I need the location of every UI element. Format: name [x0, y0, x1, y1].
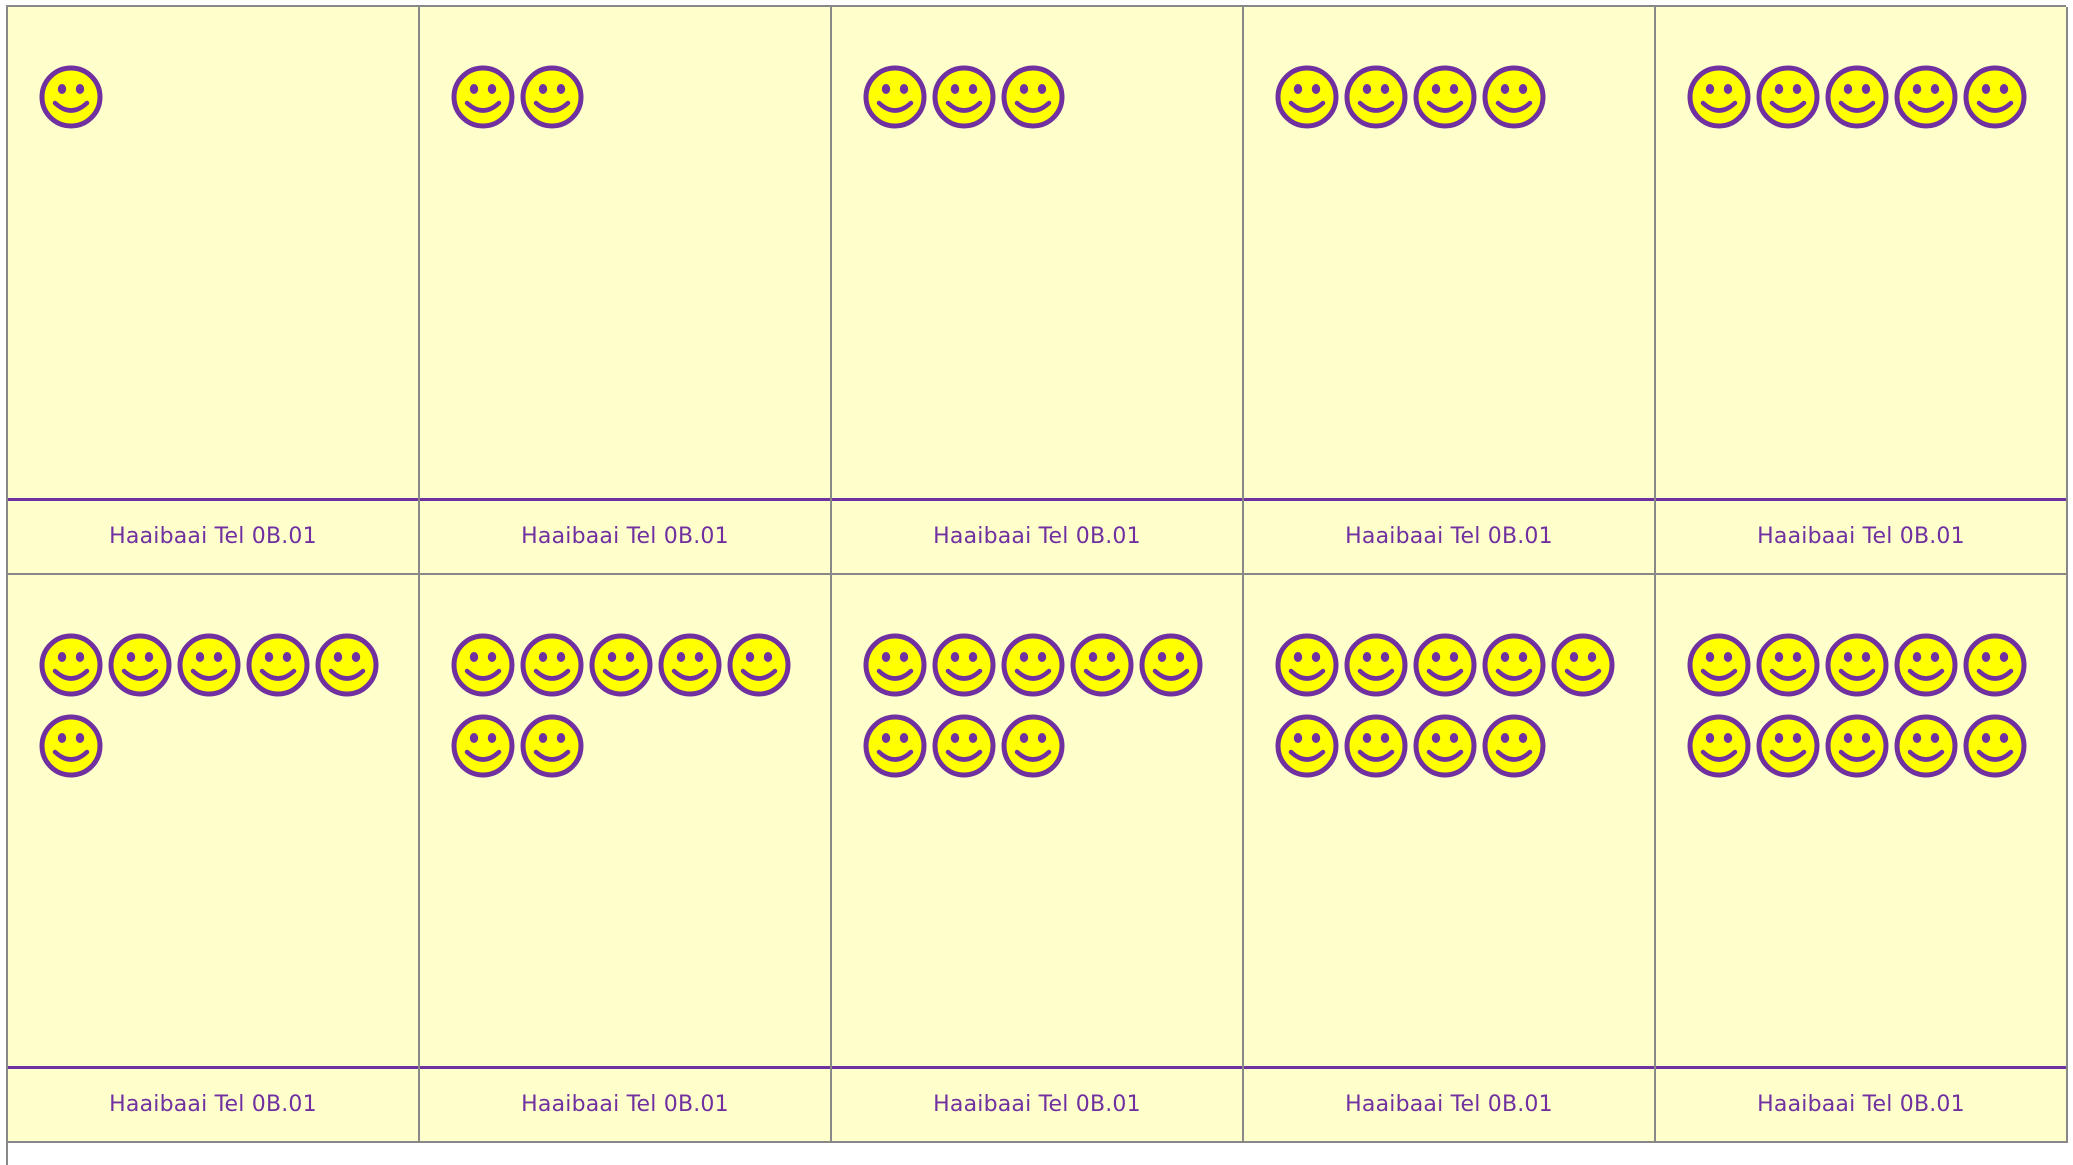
smiley-group: [862, 632, 1212, 779]
counting-card-5: [1656, 7, 2068, 575]
card-footer: [1244, 498, 1654, 572]
smiley-face-icon: [450, 713, 519, 779]
smiley-face-icon: [450, 64, 519, 130]
counting-card-6: [8, 575, 420, 1143]
smiley-face-icon: [1412, 713, 1481, 779]
smiley-face-icon: [726, 632, 795, 698]
card-label: Haaibaai Tel 0B.01: [1345, 1092, 1553, 1117]
smiley-face-icon: [657, 632, 726, 698]
smiley-face-icon: [1481, 64, 1550, 130]
card-footer: [1656, 1066, 2066, 1140]
smiley-face-icon: [1962, 64, 2031, 130]
smiley-group: [862, 64, 1212, 130]
card-label: Haaibaai Tel 0B.01: [109, 524, 317, 549]
counting-card-2: [420, 7, 832, 575]
smiley-face-icon: [1343, 632, 1412, 698]
smiley-face-icon: [1686, 713, 1755, 779]
smiley-face-icon: [1000, 713, 1069, 779]
smiley-face-icon: [1550, 632, 1619, 698]
card-body: [8, 575, 418, 1066]
smiley-face-icon: [931, 632, 1000, 698]
smiley-face-icon: [1893, 713, 1962, 779]
smiley-face-icon: [1481, 713, 1550, 779]
smiley-face-icon: [1824, 713, 1893, 779]
card-label: Haaibaai Tel 0B.01: [933, 1092, 1141, 1117]
smiley-face-icon: [1000, 632, 1069, 698]
smiley-face-icon: [1069, 632, 1138, 698]
counting-card-10: [1656, 575, 2068, 1143]
card-body: [8, 7, 418, 498]
smiley-face-icon: [862, 713, 931, 779]
smiley-face-icon: [1481, 632, 1550, 698]
smiley-face-icon: [1962, 632, 2031, 698]
counting-card-4: [1244, 7, 1656, 575]
card-label: Haaibaai Tel 0B.01: [521, 524, 729, 549]
smiley-face-icon: [519, 64, 588, 130]
smiley-face-icon: [1755, 64, 1824, 130]
card-body: [1656, 575, 2066, 1066]
smiley-face-icon: [1824, 632, 1893, 698]
card-label: Haaibaai Tel 0B.01: [933, 524, 1141, 549]
card-body: [1244, 7, 1654, 498]
smiley-group: [1686, 632, 2036, 779]
counting-card-7: [420, 575, 832, 1143]
smiley-face-icon: [38, 64, 107, 130]
smiley-face-icon: [931, 713, 1000, 779]
smiley-face-icon: [1686, 64, 1755, 130]
smiley-face-icon: [245, 632, 314, 698]
card-footer: [832, 498, 1242, 572]
smiley-group: [450, 632, 800, 779]
smiley-face-icon: [1686, 632, 1755, 698]
smiley-face-icon: [1343, 64, 1412, 130]
card-body: [420, 7, 830, 498]
smiley-face-icon: [519, 632, 588, 698]
card-label: Haaibaai Tel 0B.01: [1345, 524, 1553, 549]
smiley-face-icon: [38, 713, 107, 779]
card-footer: [1656, 498, 2066, 572]
card-body: [420, 575, 830, 1066]
card-label: Haaibaai Tel 0B.01: [1757, 1092, 1965, 1117]
smiley-face-icon: [931, 64, 1000, 130]
smiley-face-icon: [1962, 713, 2031, 779]
smiley-face-icon: [1893, 632, 1962, 698]
smiley-face-icon: [450, 632, 519, 698]
smiley-face-icon: [1412, 632, 1481, 698]
smiley-face-icon: [1893, 64, 1962, 130]
card-body: [832, 7, 1242, 498]
card-body: [1244, 575, 1654, 1066]
smiley-face-icon: [107, 632, 176, 698]
card-footer: [8, 498, 418, 572]
card-label: Haaibaai Tel 0B.01: [1757, 524, 1965, 549]
smiley-face-icon: [519, 713, 588, 779]
smiley-face-icon: [38, 632, 107, 698]
smiley-face-icon: [1274, 64, 1343, 130]
card-label: Haaibaai Tel 0B.01: [109, 1092, 317, 1117]
card-footer: [420, 1066, 830, 1140]
smiley-face-icon: [1755, 713, 1824, 779]
card-label: Haaibaai Tel 0B.01: [521, 1092, 729, 1117]
smiley-face-icon: [1755, 632, 1824, 698]
counting-card-1: [8, 7, 420, 575]
card-sheet: [6, 5, 2066, 1165]
smiley-face-icon: [1824, 64, 1893, 130]
smiley-face-icon: [1412, 64, 1481, 130]
smiley-group: [1686, 64, 2036, 130]
card-footer: [832, 1066, 1242, 1140]
card-footer: [1244, 1066, 1654, 1140]
smiley-group: [1274, 64, 1624, 130]
smiley-group: [450, 64, 800, 130]
smiley-face-icon: [1274, 632, 1343, 698]
smiley-face-icon: [862, 632, 931, 698]
card-footer: [8, 1066, 418, 1140]
counting-card-3: [832, 7, 1244, 575]
card-body: [1656, 7, 2066, 498]
smiley-face-icon: [176, 632, 245, 698]
counting-card-8: [832, 575, 1244, 1143]
smiley-face-icon: [588, 632, 657, 698]
smiley-face-icon: [1138, 632, 1207, 698]
smiley-face-icon: [1274, 713, 1343, 779]
card-body: [832, 575, 1242, 1066]
counting-card-9: [1244, 575, 1656, 1143]
smiley-face-icon: [1343, 713, 1412, 779]
smiley-group: [38, 64, 388, 130]
smiley-group: [1274, 632, 1624, 779]
smiley-face-icon: [862, 64, 931, 130]
smiley-face-icon: [1000, 64, 1069, 130]
card-footer: [420, 498, 830, 572]
smiley-group: [38, 632, 388, 779]
smiley-face-icon: [314, 632, 383, 698]
